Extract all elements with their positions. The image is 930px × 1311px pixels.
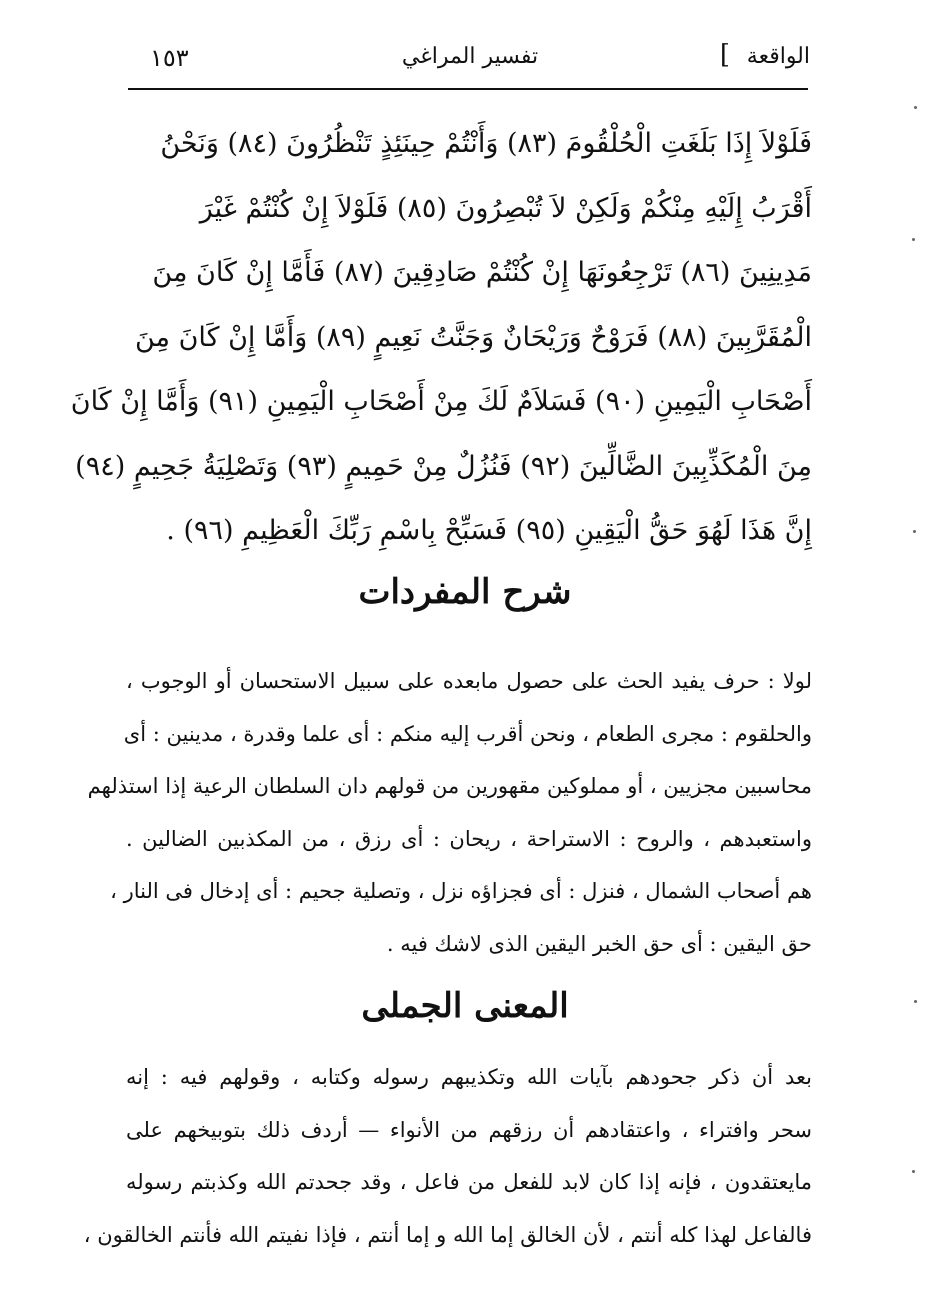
vocabulary-text (87, 655, 812, 970)
running-header (130, 40, 810, 80)
text-line: فالفاعل لهذا كله أنتم ، لأن الخالق إما الله و إما أنتم ، فإذا نفيتم الله فأنتم الخالقون ، (83, 1222, 812, 1247)
general-meaning-text (83, 1051, 812, 1261)
quran-verses-block (70, 112, 812, 564)
verse-line: فَلَوْلاَ إِذَا بَلَغَتِ الْحُلْقُومَ (٨٣) وَأَنْتُمْ حِينَئِذٍ تَنْظُرُونَ (٨٤) وَنَحْنُ (160, 128, 812, 159)
scan-speck (912, 1170, 915, 1173)
header-rule (128, 88, 808, 90)
scan-speck (914, 106, 917, 109)
surah-name: الواقعة (746, 44, 810, 69)
book-title: تفسير المراغي (401, 44, 539, 69)
header-bracket: ] (719, 40, 730, 70)
text-line: واستعبدهم ، والروح : الاستراحة ، ريحان : أى رزق ، من المكذبين الضالين . (126, 826, 812, 851)
text-line: سحر وافتراء ، واعتقادهم أن رزقهم من الأنواء — أردف ذلك بتوبيخهم على (126, 1117, 812, 1142)
verse-line: الْمُقَرَّبِينَ (٨٨) فَرَوْحٌ وَرَيْحَانٌ وَجَنَّتُ نَعِيمٍ (٨٩) وَأَمَّا إِنْ كَانَ مِنَ (135, 321, 812, 353)
scan-speck (914, 1000, 917, 1003)
verse-line: مِنَ الْمُكَذِّبِينَ الضَّالِّينَ (٩٢) فَنُزُلٌ مِنْ حَمِيمٍ (٩٣) وَتَصْلِيَةُ جَحِيمٍ (٩٤) (75, 450, 812, 482)
verse-line: أَقْرَبُ إِلَيْهِ مِنْكُمْ وَلَكِنْ لاَ تُبْصِرُونَ (٨٥) فَلَوْلاَ إِنْ كُنْتُمْ غَيْرَ (199, 192, 812, 224)
scan-speck (913, 530, 916, 533)
section-heading-vocabulary: شرح المفردات (358, 572, 572, 612)
section-heading-general-meaning: المعنى الجملى (361, 986, 569, 1026)
verse-line: أَصْحَابِ الْيَمِينِ (٩٠) فَسَلاَمٌ لَكَ مِنْ أَصْحَابِ الْيَمِينِ (٩١) وَأَمَّا إِنْ كَانَ (70, 386, 812, 417)
text-line: لولا : حرف يفيد الحث على حصول مابعده على سبيل الاستحسان أو الوجوب ، (126, 669, 812, 693)
verse-line: إِنَّ هَذَا لَهُوَ حَقُّ الْيَقِينِ (٩٥) فَسَبِّحْ بِاسْمِ رَبِّكَ الْعَظِيمِ (٩٦) . (166, 515, 812, 546)
scan-speck (912, 238, 915, 241)
text-line: محاسبين مجزيين ، أو مملوكين مقهورين من قولهم دان السلطان الرعية إذا استذلهم (87, 774, 812, 798)
text-line: مايعتقدون ، فإنه إذا كان لابد للفعل من فاعل ، وقد جحدتم الله وكذبتم رسوله (126, 1170, 812, 1194)
text-line: والحلقوم : مجرى الطعام ، ونحن أقرب إليه منكم : أى علما وقدرة ، مدينين : أى (123, 721, 812, 746)
text-line: هم أصحاب الشمال ، فنزل : أى فجزاؤه نزل ، وتصلية جحيم : أى إدخال فى النار ، (110, 879, 812, 903)
text-line: بعد أن ذكر جحودهم بآيات الله وتكذيبهم رسوله وكتابه ، وقولهم فيه : إنه (126, 1065, 812, 1089)
text-line: حق اليقين : أى حق الخبر اليقين الذى لاشك فيه . (386, 931, 812, 956)
verse-line: مَدِينِينَ (٨٦) تَرْجِعُونَهَا إِنْ كُنْتُمْ صَادِقِينَ (٨٧) فَأَمَّا إِنْ كَانَ مِنَ (152, 257, 812, 288)
page-number: ١٥٣ (150, 44, 189, 72)
